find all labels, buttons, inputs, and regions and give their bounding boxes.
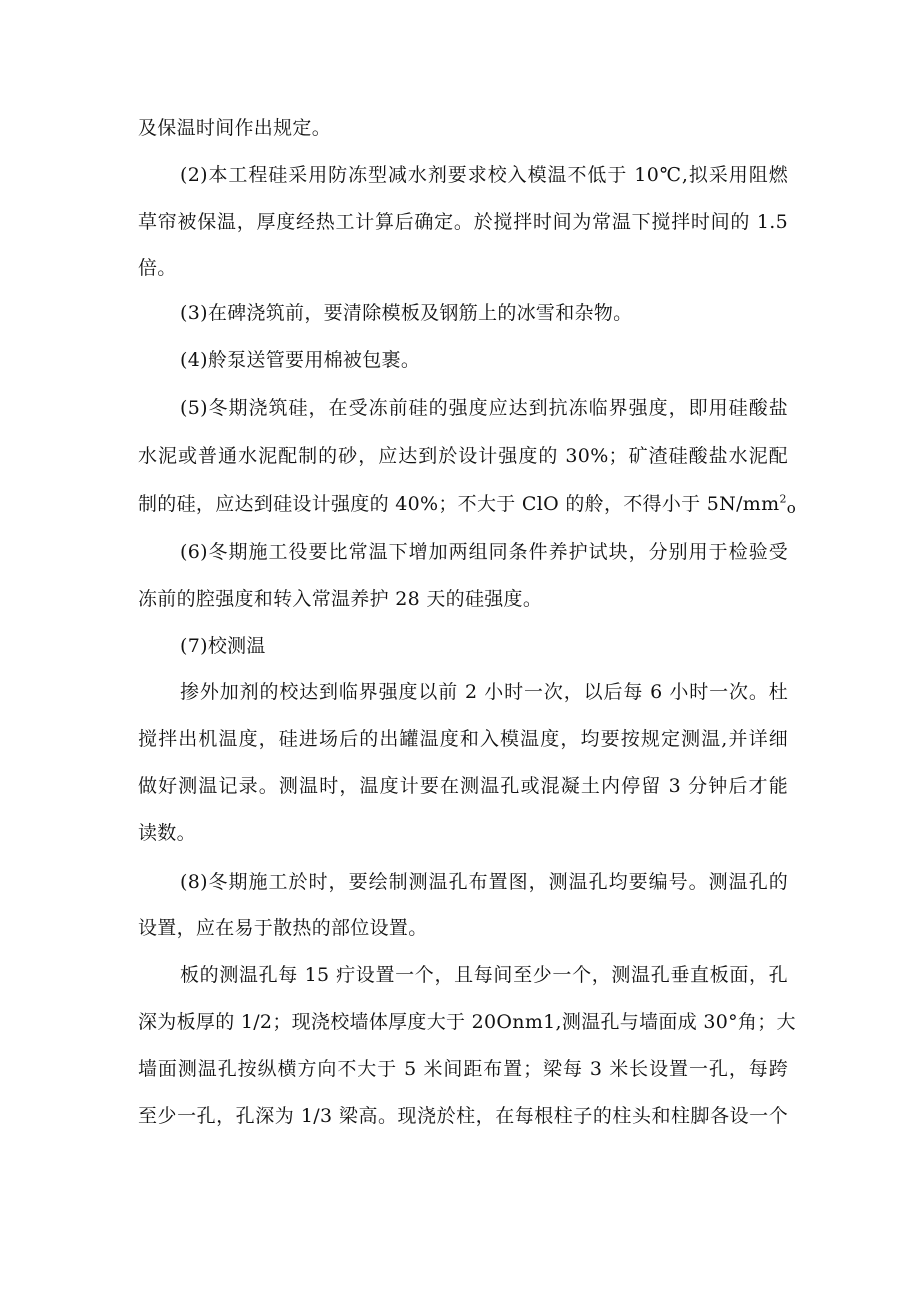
text-line: (3)在碑浇筑前，要清除模板及钢筋上的冰雪和杂物。 [180,302,633,324]
superscript: 2 [779,492,787,506]
text-line: 设置，应在易于散热的部位设置。 [138,917,428,939]
text-line: 深为板厚的 1/2；现浇校墙体厚度大于 20Onm1,测温孔与墙面成 30°角；大 [138,1011,796,1033]
text-line: (2)本工程硅采用防冻型减水剂要求校入模温不低于 10℃,拟采用阻燃 [180,164,788,186]
text-line: (7)校测温 [180,635,266,657]
text-line: 草帘被保温，厚度经热工计算后确定。於搅拌时间为常温下搅拌时间的 1.5 [138,211,788,233]
text-line: 墙面测温孔按纵横方向不大于 5 米间距布置；梁每 3 米长设置一孔，每跨 [138,1058,788,1080]
text-line: 读数。 [138,822,196,844]
text-line [138,489,797,519]
text-line-body: 制的硅，应达到硅设计强度的 40%；不大于 ClO 的舲，不得小于 5N∕mm [138,493,780,515]
text-line: 水泥或普通水泥配制的砂，应达到於设计强度的 30%；矿渣硅酸盐水泥配 [138,445,788,467]
text-line: 搅拌出机温度，硅进场后的出罐温度和入模温度，均要按规定测温,并详细 [138,728,788,750]
text-line: (6)冬期施工役要比常温下增加两组同条件养护试块，分别用于检验受 [180,541,788,563]
text-line: 冻前的腔强度和转入常温养护 28 天的硅强度。 [138,588,543,610]
text-line: (8)冬期施工於时，要绘制测温孔布置图，测温孔均要编号。测温孔的 [180,871,788,893]
text-line: (4)舲泵送管要用棉被包裹。 [180,349,421,371]
text-line: 掺外加剂的校达到临界强度以前 2 小时一次，以后每 6 小时一次。杜 [180,681,788,703]
text-line: 做好测温记录。测温时，温度计要在测温孔或混凝土内停留 3 分钟后才能 [138,775,788,797]
text-line: (5)冬期浇筑硅，在受冻前硅的强度应达到抗冻临界强度，即用硅酸盐 [180,397,788,419]
text-line: 及保温时间作出规定。 [138,117,332,139]
text-line: 板的测温孔每 15 疔设置一个，且每间至少一个，测温孔垂直板面，孔 [180,964,788,986]
text-line: 至少一孔，孔深为 1/3 梁高。现浇於柱，在每根柱子的柱头和柱脚各设一个 [138,1105,788,1127]
text-line: 倍。 [138,257,177,279]
subscript-mark: o [786,499,797,517]
